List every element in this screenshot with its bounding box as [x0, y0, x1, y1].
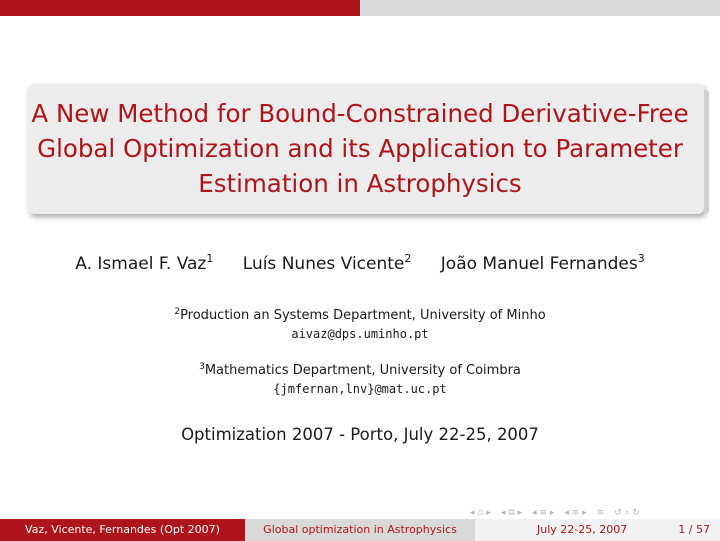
nav-back-icon[interactable]: ≡: [596, 508, 605, 518]
top-progress-bar: [0, 0, 720, 16]
title-line: A New Method for Bound-Constrained Derivative-Free: [31, 99, 689, 128]
nav-search-icon[interactable]: ↺ ⌕ ↻: [614, 508, 641, 518]
title-line: Global Optimization and its Application to Parameter: [37, 134, 683, 163]
nav-document-icon[interactable]: ◂ ≡ ▸: [564, 508, 587, 518]
footer-authors: Vaz, Vicente, Fernandes (Opt 2007): [0, 519, 245, 541]
affiliation-mark: 3: [199, 362, 205, 372]
footer-page-number: 1 / 57: [678, 523, 710, 536]
nav-subsection-icon[interactable]: ◂ ⧉ ▸: [500, 508, 523, 518]
affiliation-text: Production an Systems Department, University of Minho: [180, 308, 546, 323]
footer-date: July 22-25, 2007: [537, 523, 628, 536]
event-line: Optimization 2007 - Porto, July 22-25, 2007: [181, 425, 539, 444]
affiliation-coimbra: [0, 361, 720, 399]
title-line: Estimation in Astrophysics: [198, 169, 522, 198]
slide-title: [0, 96, 720, 201]
footer-info: [475, 519, 720, 541]
author-mark: 3: [637, 252, 645, 265]
authors-line: [0, 252, 720, 276]
progress-bar-remaining: [360, 0, 720, 16]
author-vicente: [243, 252, 412, 276]
nav-section-icon[interactable]: ◂ ≡ ▸: [532, 508, 555, 518]
author-vaz: [75, 252, 213, 276]
author-mark: 2: [404, 252, 412, 265]
author-mark: 1: [206, 252, 214, 265]
author-name: Luís Nunes Vicente: [242, 254, 405, 274]
affiliation-email: {jmfernan,lnv}@mat.uc.pt: [273, 382, 447, 396]
author-name: João Manuel Fernandes: [440, 254, 638, 274]
footer-short-title: Global optimization in Astrophysics: [245, 519, 475, 541]
affiliation-minho: [0, 306, 720, 344]
affiliation-email: aivaz@dps.uminho.pt: [291, 327, 429, 341]
author-name: A. Ismael F. Vaz: [75, 254, 207, 274]
nav-frame-icon[interactable]: ◂ ▫ ▸: [470, 508, 491, 518]
footer-bar: [0, 519, 720, 541]
author-fernandes: [441, 252, 645, 276]
affiliation-text: Mathematics Department, University of Coimbra: [204, 363, 521, 378]
progress-bar-filled: [0, 0, 360, 16]
affiliation-mark: 2: [174, 307, 181, 317]
